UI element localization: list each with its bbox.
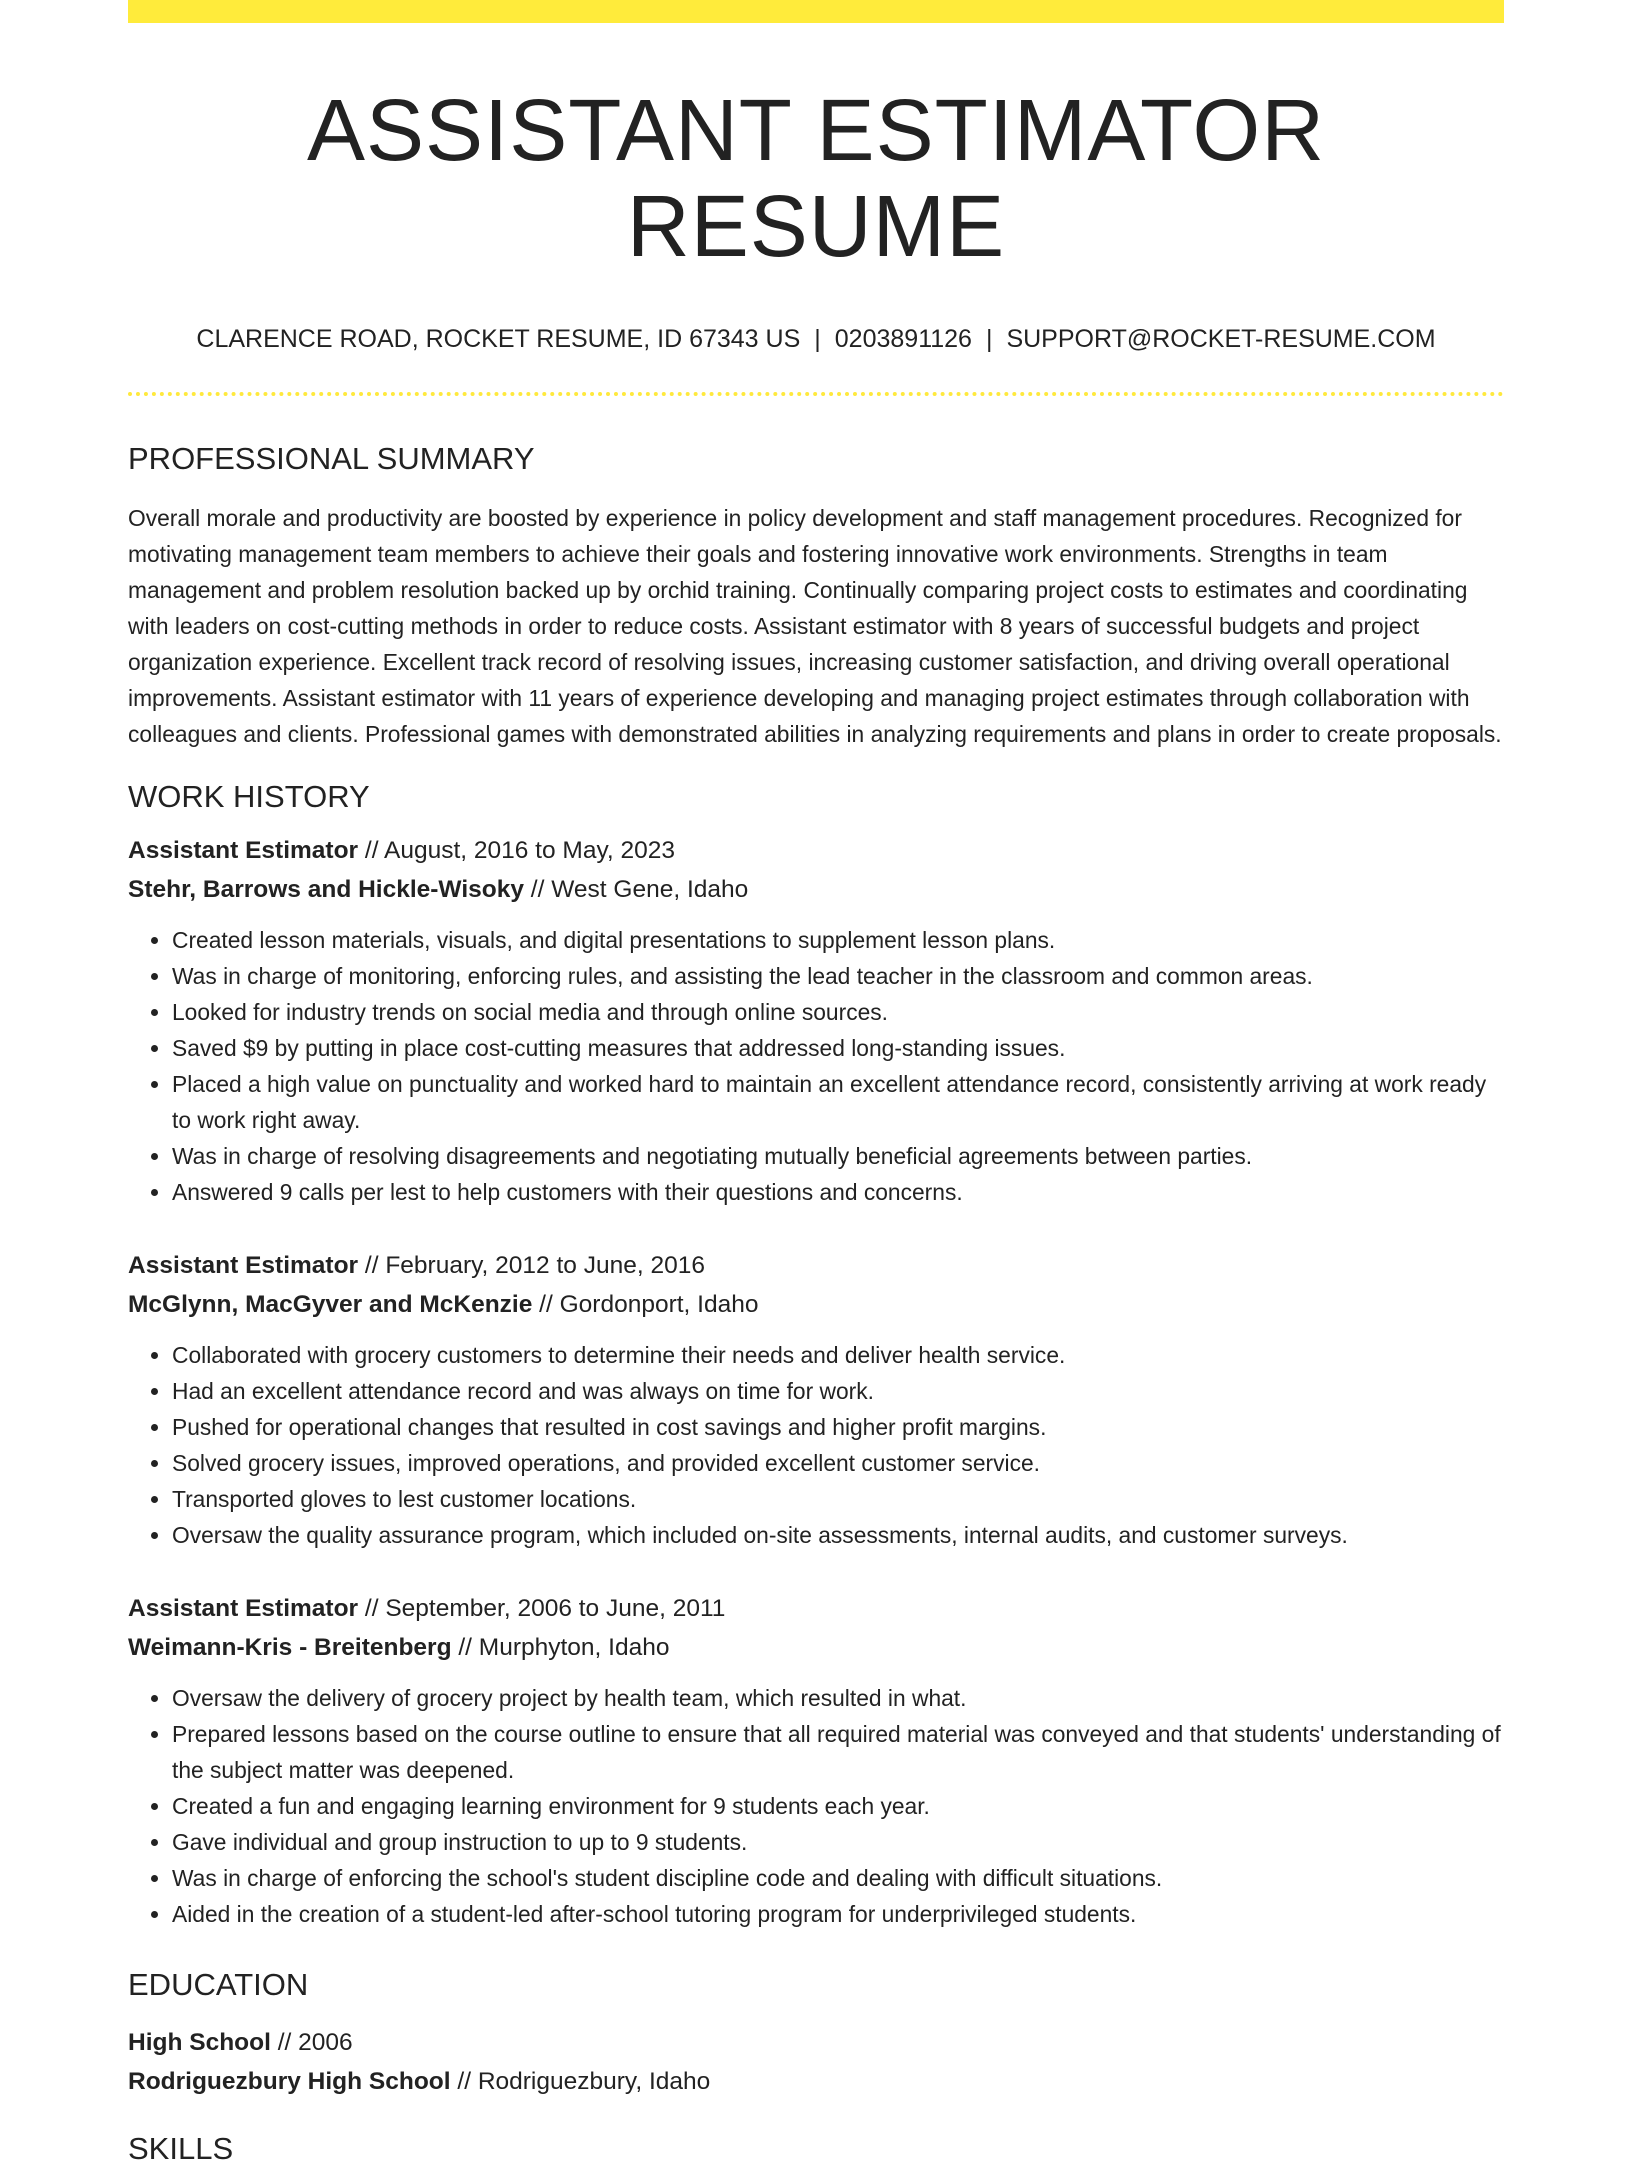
list-item: • Looked for industry trends on social media and through online sources. xyxy=(172,994,1504,1030)
school-location: // Rodriguezbury, Idaho xyxy=(450,2068,711,2096)
list-item: • Oversaw the quality assurance program, which included on-site assessments, internal audits, and customer surveys. xyxy=(172,1517,1504,1553)
contact-separator: | xyxy=(985,325,993,354)
list-item: • Saved $9 by putting in place cost-cutting measures that addressed long-standing issues. xyxy=(172,1030,1504,1066)
job-company: McGlynn, MacGyver and McKenzie xyxy=(128,1291,533,1319)
list-item: • Aided in the creation of a student-led after-school tutoring program for underprivileged students. xyxy=(172,1896,1504,1932)
job-entry xyxy=(128,831,1504,1210)
list-item: • Had an excellent attendance record and was always on time for work. xyxy=(172,1373,1504,1409)
job-entry xyxy=(128,1246,1504,1553)
job-company: Weimann-Kris - Breitenberg xyxy=(128,1634,452,1662)
job-dates: // August, 2016 to May, 2023 xyxy=(358,836,676,864)
list-item: • Placed a high value on punctuality and worked hard to maintain an excellent attendance record, consistently arriving at work ready to work right away. xyxy=(172,1066,1504,1138)
job-location: // Gordonport, Idaho xyxy=(532,1291,759,1319)
list-item: • Answered 9 calls per lest to help customers with their questions and concerns. xyxy=(172,1174,1504,1210)
contact-separator: | xyxy=(814,325,821,354)
list-item: • Was in charge of monitoring, enforcing rules, and assisting the lead teacher in the classroom and common areas. xyxy=(172,958,1504,994)
job-dates: // February, 2012 to June, 2016 xyxy=(358,1251,705,1279)
contact-line xyxy=(128,324,1504,354)
job-company-line xyxy=(128,870,1504,910)
job-company-line xyxy=(128,1285,1504,1325)
list-item: • Collaborated with grocery customers to determine their needs and deliver health service. xyxy=(172,1337,1504,1373)
phone: 0203891126 xyxy=(834,325,972,354)
accent-bar xyxy=(128,0,1504,23)
summary-text: Overall morale and productivity are boosted by experience in policy development and staff management procedures. Recognized for motivating management team members to achieve their goals and fostering innovative work environments. Strengths in team management and problem resolution backed up by orchid training. Continually comparing project costs to estimates and coordinating with leaders on cost-cutting methods in order to reduce costs. Assistant estimator with 8 years of successful budgets and project organization experience. Excellent track record of resolving issues, increasing customer satisfaction, and driving overall operational improvements. Assistant estimator with 11 years of experience developing and managing project estimates through collaboration with colleagues and clients. Professional games with demonstrated abilities in analyzing requirements and plans in order to create proposals. xyxy=(128,504,1502,747)
work-history-heading: WORK HISTORY xyxy=(128,778,370,814)
list-item: • Was in charge of enforcing the school's student discipline code and dealing with difficult situations. xyxy=(172,1860,1504,1896)
list-item: • Created a fun and engaging learning environment for 9 students each year. xyxy=(172,1788,1504,1824)
degree: High School xyxy=(128,2028,271,2056)
job-company-line xyxy=(128,1628,1504,1668)
job-role: Assistant Estimator xyxy=(128,1251,359,1279)
job-bullets xyxy=(128,1337,1504,1553)
skills-heading: SKILLS xyxy=(128,2130,234,2166)
list-item: • Oversaw the delivery of grocery project by health team, which resulted in what. xyxy=(172,1680,1504,1716)
address: CLARENCE ROAD, ROCKET RESUME, ID 67343 US xyxy=(196,325,801,354)
degree-line xyxy=(128,2023,1504,2063)
job-bullets xyxy=(128,1680,1504,1932)
job-entry xyxy=(128,1589,1504,1932)
list-item: • Gave individual and group instruction to up to 9 students. xyxy=(172,1824,1504,1860)
list-item: • Transported gloves to lest customer locations. xyxy=(172,1481,1504,1517)
education-heading: EDUCATION xyxy=(128,1966,309,2002)
list-item: • Created lesson materials, visuals, and digital presentations to supplement lesson plans. xyxy=(172,922,1504,958)
email-link[interactable]: SUPPORT@ROCKET-RESUME.COM xyxy=(1006,325,1436,354)
job-role-line xyxy=(128,1246,1504,1286)
job-dates: // September, 2006 to June, 2011 xyxy=(358,1594,726,1622)
list-item: • Pushed for operational changes that resulted in cost savings and higher profit margins. xyxy=(172,1409,1504,1445)
graduation-year: // 2006 xyxy=(270,2028,353,2056)
resume-page xyxy=(128,0,1504,2167)
school-name: Rodriguezbury High School xyxy=(128,2068,451,2096)
job-role-line xyxy=(128,831,1504,871)
job-role: Assistant Estimator xyxy=(128,1594,359,1622)
list-item: • Was in charge of resolving disagreements and negotiating mutually beneficial agreements between parties. xyxy=(172,1138,1504,1174)
education-entry xyxy=(128,2023,1504,2102)
job-company: Stehr, Barrows and Hickle-Wisoky xyxy=(128,876,524,904)
school-line xyxy=(128,2062,1504,2102)
resume-title: ASSISTANT ESTIMATOR RESUME xyxy=(306,82,1326,275)
dotted-divider xyxy=(128,392,1504,396)
job-location: // West Gene, Idaho xyxy=(524,876,749,904)
list-item: • Solved grocery issues, improved operations, and provided excellent customer service. xyxy=(172,1445,1504,1481)
list-item: • Prepared lessons based on the course outline to ensure that all required material was conveyed and that students' understanding of the subject matter was deepened. xyxy=(172,1716,1504,1788)
job-bullets xyxy=(128,922,1504,1210)
job-role: Assistant Estimator xyxy=(128,836,359,864)
summary-heading: PROFESSIONAL SUMMARY xyxy=(128,441,535,477)
job-location: // Murphyton, Idaho xyxy=(451,1634,670,1662)
job-role-line xyxy=(128,1589,1504,1629)
